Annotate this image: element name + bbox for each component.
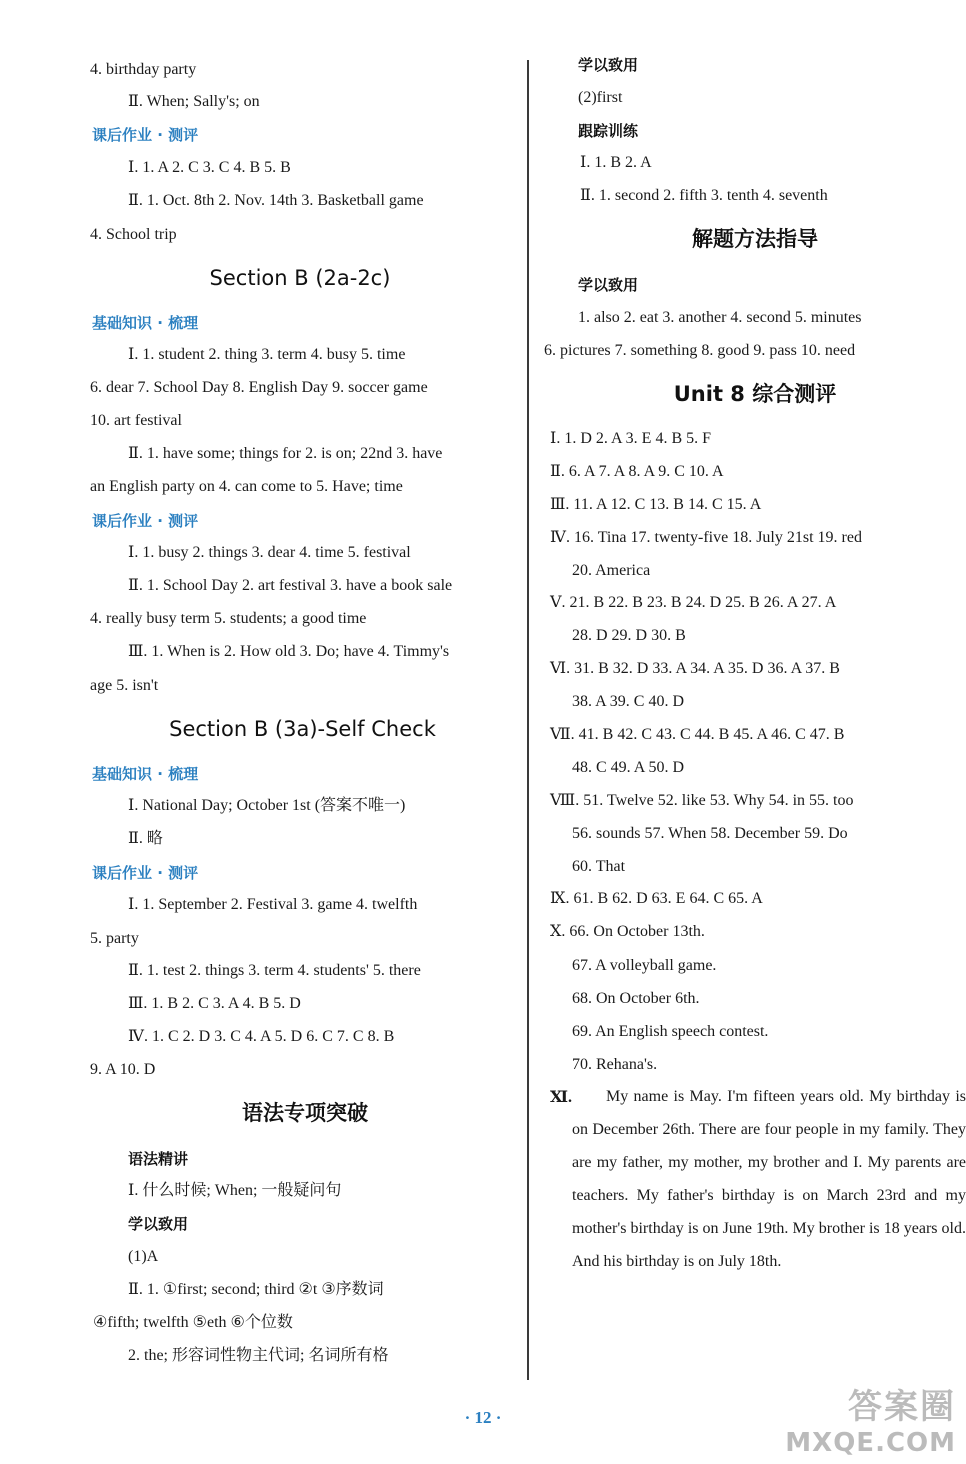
essay-paragraph: My name is May. I'm fifteen years old. My birthday is on December 26th. There are four people in my family. They are my father, my mother, my brother and I. My parents are teachers. My father's birthday is on March 23rd and my mother's birthday is on June 19th. My brother is 18 years old. And his birthday is on July 18th. [572,1088,966,1270]
answer-line: Ⅶ. 41. B 42. C 43. C 44. B 45. A 46. C 47. B [550,726,845,743]
answer-line: 56. sounds 57. When 58. December 59. Do [572,825,848,842]
answer-line: 4. birthday party [90,61,197,78]
answer-line: Ⅱ. 6. A 7. A 8. A 9. C 10. A [550,463,724,480]
answer-line: Ⅰ. National Day; October 1st (答案不唯一) [128,797,406,814]
answer-line: 10. art festival [90,412,182,429]
answer-line: Ⅱ. 略 [128,830,163,847]
section-label: 跟踪训练 [578,122,639,140]
answer-line: Ⅱ. 1. have some; things for 2. is on; 22nd 3. have [128,445,443,462]
section-label: 学以致用 [578,276,639,294]
answer-line: 9. A 10. D [90,1061,156,1078]
answer-line: 38. A 39. C 40. D [572,693,685,710]
answer-line: Ⅰ. 1. busy 2. things 3. dear 4. time 5. festival [128,544,411,561]
answer-line: Ⅰ. 1. D 2. A 3. E 4. B 5. F [550,430,712,447]
answer-line: 67. A volleyball game. [572,957,717,974]
answer-line: 6. dear 7. School Day 8. English Day 9. soccer game [90,379,428,396]
answer-line: age 5. isn't [90,677,159,694]
answer-line: Ⅰ. 1. September 2. Festival 3. game 4. twelfth [128,896,418,913]
section-heading: Unit 8 综合测评 [673,382,837,406]
answer-line: (2)first [578,89,623,106]
answer-line: 6. pictures 7. something 8. good 9. pass 10. need [544,342,856,359]
answer-line: 4. School trip [90,226,177,243]
answer-line: Ⅰ. 1. A 2. C 3. C 4. B 5. B [128,159,291,176]
answer-line: Ⅴ. 21. B 22. B 23. B 24. D 25. B 26. A 27. A [550,594,837,611]
answer-line: Ⅳ. 16. Tina 17. twenty-five 18. July 21st 19. red [550,529,862,546]
answer-line: Ⅳ. 1. C 2. D 3. C 4. A 5. D 6. C 7. C 8. B [128,1028,395,1045]
answer-line: Ⅸ. 61. B 62. D 63. E 64. C 65. A [550,890,763,907]
answer-line: 4. really busy term 5. students; a good time [90,610,367,627]
section-heading: Section B (2a-2c) [209,266,391,290]
section-label: 课后作业 · 测评 [92,126,199,144]
essay-number: Ⅺ. [550,1089,573,1106]
answer-line: ④fifth; twelfth ⑤eth ⑥个位数 [93,1314,293,1331]
answer-line: Ⅵ. 31. B 32. D 33. A 34. A 35. D 36. A 37. B [550,660,840,677]
answer-line: 68. On October 6th. [572,990,700,1007]
answer-line: Ⅱ. 1. ①first; second; third ②t ③序数词 [128,1281,384,1298]
watermark-url: MXQE.COM [785,1428,956,1458]
page-number: · 12 · [464,1408,502,1427]
answer-line: (1)A [128,1248,159,1265]
answer-line: 28. D 29. D 30. B [572,627,686,644]
answer-line: Ⅲ. 11. A 12. C 13. B 14. C 15. A [550,496,762,513]
answer-line: Ⅷ. 51. Twelve 52. like 53. Why 54. in 55. too [550,792,854,809]
answer-line: Ⅹ. 66. On October 13th. [550,923,705,940]
answer-line: Ⅰ. 1. student 2. thing 3. term 4. busy 5. time [128,346,406,363]
answer-line: 48. C 49. A 50. D [572,759,685,776]
answer-line: 2. the; 形容词性物主代词; 名词所有格 [128,1347,389,1364]
answer-line: Ⅲ. 1. B 2. C 3. A 4. B 5. D [128,995,301,1012]
answer-line: 70. Rehana's. [572,1056,658,1073]
watermark-title: 答案圈 [848,1387,956,1427]
answer-line: Ⅱ. 1. Oct. 8th 2. Nov. 14th 3. Basketball game [128,192,424,209]
answer-line: 1. also 2. eat 3. another 4. second 5. minutes [578,309,862,326]
section-label: 基础知识 · 梳理 [92,314,199,332]
answer-line: 5. party [90,930,139,947]
answer-line: 20. America [572,562,651,579]
answer-line: Ⅱ. 1. School Day 2. art festival 3. have a book sale [128,577,453,594]
answer-line: Ⅱ. 1. second 2. fifth 3. tenth 4. seventh [580,187,828,204]
section-label: 学以致用 [578,56,639,74]
section-label: 学以致用 [128,1215,189,1233]
answer-line: Ⅰ. 什么时候; When; 一般疑问句 [128,1182,342,1199]
section-label: 课后作业 · 测评 [92,864,199,882]
column-divider [527,60,529,1380]
answer-line: Ⅰ. 1. B 2. A [580,154,652,171]
answer-line: 60. That [572,858,626,875]
answer-line: 69. An English speech contest. [572,1023,769,1040]
section-heading: 语法专项突破 [242,1101,368,1125]
answer-line: Ⅱ. When; Sally's; on [128,93,260,110]
answer-line: Ⅱ. 1. test 2. things 3. term 4. students' 5. there [128,962,421,979]
answer-line: an English party on 4. can come to 5. Have; time [90,478,403,495]
section-heading: Section B (3a)-Self Check [169,717,436,741]
answer-line: Ⅲ. 1. When is 2. How old 3. Do; have 4. Timmy's [128,643,450,660]
section-heading: 解题方法指导 [692,227,818,251]
section-label: 基础知识 · 梳理 [92,765,199,783]
section-label: 语法精讲 [128,1150,189,1168]
section-label: 课后作业 · 测评 [92,512,199,530]
watermark-logo [785,1379,956,1458]
